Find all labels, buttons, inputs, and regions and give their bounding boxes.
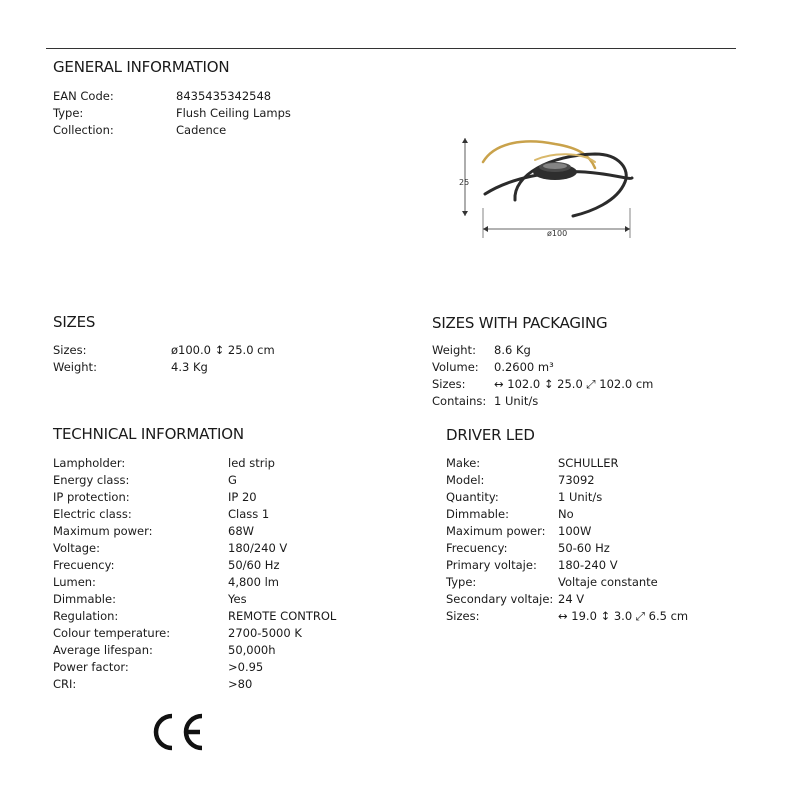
row-value: 73092	[558, 473, 595, 487]
row-value: 2700-5000 K	[228, 626, 302, 640]
sizes-title: SIZES	[53, 313, 96, 331]
info-row	[446, 506, 746, 523]
row-value: >80	[228, 677, 253, 691]
row-value: 68W	[228, 524, 255, 538]
info-row	[53, 342, 353, 359]
info-row	[446, 455, 746, 472]
row-label: Energy class:	[53, 473, 130, 487]
info-row	[432, 342, 732, 359]
row-label: Frecuency:	[446, 541, 508, 555]
row-value: No	[558, 507, 574, 521]
row-value: 24 V	[558, 592, 585, 606]
info-row	[53, 608, 373, 625]
row-value: 50,000h	[228, 643, 276, 657]
row-label: Model:	[446, 473, 485, 487]
info-row	[53, 506, 373, 523]
row-value: G	[228, 473, 237, 487]
info-row	[53, 105, 353, 122]
driver-led-title: DRIVER LED	[446, 426, 535, 444]
row-label: Make:	[446, 456, 481, 470]
row-value: 8.6 Kg	[494, 343, 531, 357]
row-value: 1 Unit/s	[494, 394, 539, 408]
row-value: ø100.0 ↕ 25.0 cm	[171, 343, 275, 357]
info-row	[53, 574, 373, 591]
row-label: EAN Code:	[53, 89, 114, 103]
packaging-title: SIZES WITH PACKAGING	[432, 314, 608, 332]
info-row	[53, 88, 353, 105]
row-label: Weight:	[53, 360, 97, 374]
sizes-table	[53, 342, 353, 376]
info-row	[446, 523, 746, 540]
info-row	[53, 489, 373, 506]
row-label: Primary voltaje:	[446, 558, 537, 572]
row-label: Average lifespan:	[53, 643, 153, 657]
row-value: 180/240 V	[228, 541, 288, 555]
row-value: 8435435342548	[176, 89, 272, 103]
row-value: 50-60 Hz	[558, 541, 610, 555]
row-label: Voltage:	[53, 541, 101, 555]
driver-led-table	[446, 455, 746, 625]
info-row	[446, 591, 746, 608]
row-label: Dimmable:	[446, 507, 509, 521]
row-label: Sizes:	[446, 609, 480, 623]
row-label: Colour temperature:	[53, 626, 171, 640]
row-label: Type:	[446, 575, 477, 589]
row-label: Maximum power:	[53, 524, 153, 538]
row-label: Collection:	[53, 123, 114, 137]
info-row	[432, 393, 732, 410]
row-label: Contains:	[432, 394, 487, 408]
info-row	[53, 591, 373, 608]
technical-info-table	[53, 455, 373, 693]
row-value: ↔ 102.0 ↕ 25.0 ⤢ 102.0 cm	[494, 377, 654, 391]
info-row	[53, 523, 373, 540]
row-label: Volume:	[432, 360, 479, 374]
row-label: Lumen:	[53, 575, 96, 589]
row-value: 0.2600 m³	[494, 360, 554, 374]
row-label: Secondary voltaje:	[446, 592, 554, 606]
diameter-label: ø100	[547, 229, 568, 238]
info-row	[53, 472, 373, 489]
row-value: Yes	[228, 592, 247, 606]
row-value: ↔ 19.0 ↕ 3.0 ⤢ 6.5 cm	[558, 609, 689, 623]
row-label: CRI:	[53, 677, 77, 691]
info-row	[446, 608, 746, 625]
row-value: 50/60 Hz	[228, 558, 280, 572]
info-row	[432, 376, 732, 393]
row-value: REMOTE CONTROL	[228, 609, 337, 623]
info-row	[446, 540, 746, 557]
row-label: Quantity:	[446, 490, 499, 504]
row-value: Voltaje constante	[558, 575, 658, 589]
info-row	[432, 359, 732, 376]
top-divider	[46, 48, 736, 49]
row-label: Maximum power:	[446, 524, 546, 538]
row-value: Cadence	[176, 123, 227, 137]
row-value: 4,800 lm	[228, 575, 279, 589]
height-label: 25	[459, 178, 470, 187]
info-row	[53, 540, 373, 557]
row-value: 100W	[558, 524, 592, 538]
info-row	[53, 676, 373, 693]
info-row	[53, 557, 373, 574]
row-label: Lampholder:	[53, 456, 126, 470]
info-row	[53, 659, 373, 676]
row-label: Power factor:	[53, 660, 129, 674]
row-value: SCHULLER	[558, 456, 619, 470]
row-value: IP 20	[228, 490, 257, 504]
packaging-table	[432, 342, 732, 410]
row-value: 4.3 Kg	[171, 360, 208, 374]
info-row	[53, 625, 373, 642]
info-row	[446, 557, 746, 574]
info-row	[446, 489, 746, 506]
row-label: Type:	[53, 106, 84, 120]
general-info-table	[53, 88, 353, 139]
lamp-dimension-drawing	[455, 130, 645, 260]
info-row	[53, 642, 373, 659]
row-label: Regulation:	[53, 609, 119, 623]
row-value: >0.95	[228, 660, 264, 674]
row-label: Dimmable:	[53, 592, 116, 606]
row-value: 180-240 V	[558, 558, 618, 572]
row-label: Frecuency:	[53, 558, 115, 572]
info-row	[53, 122, 353, 139]
row-value: 1 Unit/s	[558, 490, 603, 504]
info-row	[53, 455, 373, 472]
info-row	[446, 472, 746, 489]
row-label: Sizes:	[53, 343, 87, 357]
general-info-title: GENERAL INFORMATION	[53, 58, 230, 76]
row-label: Electric class:	[53, 507, 132, 521]
info-row	[446, 574, 746, 591]
row-label: IP protection:	[53, 490, 130, 504]
row-value: Class 1	[228, 507, 270, 521]
row-value: Flush Ceiling Lamps	[176, 106, 291, 120]
row-value: led strip	[228, 456, 275, 470]
info-row	[53, 359, 353, 376]
technical-info-title: TECHNICAL INFORMATION	[53, 425, 244, 443]
row-label: Sizes:	[432, 377, 466, 391]
row-label: Weight:	[432, 343, 476, 357]
ce-mark-icon	[148, 708, 208, 756]
